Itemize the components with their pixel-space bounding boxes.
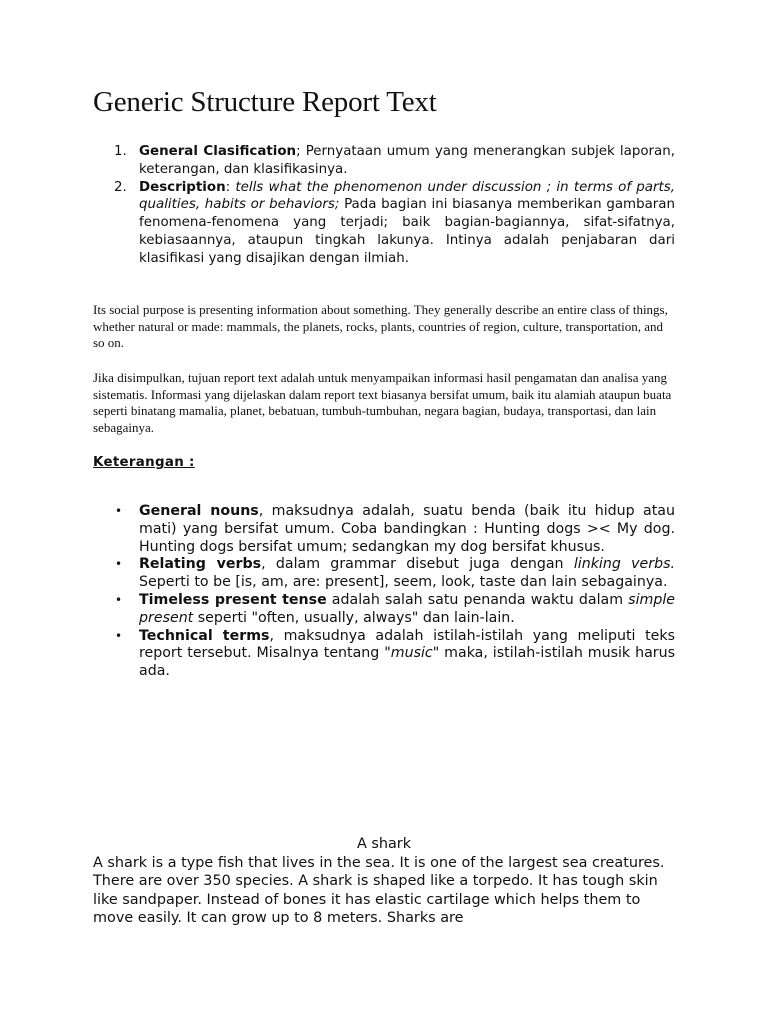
list-number: 2. <box>114 179 127 195</box>
list-item-general-nouns <box>114 503 675 556</box>
term-bold: Technical terms <box>139 627 270 644</box>
page-title: Generic Structure Report Text <box>93 86 437 118</box>
keterangan-list <box>114 503 675 681</box>
social-purpose-paragraph: Its social purpose is presenting information about something. They generally describe an entire class of things, whether natural or made: mammals, the planets, rocks, plants, countries of region, culture, transportation, and so on. <box>93 302 668 351</box>
list-item-relating-verbs <box>114 556 675 592</box>
term-text: , maksudnya adalah, suatu benda (baik itu hidup atau mati) yang bersifat umum. Coba bandingkan : Hunting dogs >< My dog. Hunting dogs bersifat umum; sedangkan my dog bersifat khusus. <box>139 503 675 555</box>
term-description-text: Pada bagian ini biasanya memberikan gambaran fenomena-fenomena yang terjadi; baik bagian-bagiannya, sifat-sifatnya, kebiasaannya, ataupun tingkah lakunya. Intinya adalah penjabaran dari klasifikasi yang disajikan dengan ilmiah. <box>139 197 675 266</box>
term-text: , dalam grammar disebut juga dengan <box>261 556 574 573</box>
list-item-general-clasification <box>114 143 675 179</box>
term-text: , maksudnya adalah istilah-istilah yang meliputi teks report tersebut. Misalnya tentang <box>139 627 675 662</box>
term-italic-text: tells what the phenomenon under discussion ; in terms of parts, qualities, habits or behaviors; <box>139 179 675 213</box>
shark-heading: A shark <box>356 836 412 852</box>
list-item-technical-terms <box>114 628 675 681</box>
term-text: adalah salah satu penanda waktu dalam <box>326 591 629 608</box>
term-bold: Relating verbs <box>139 556 262 573</box>
list-number: 1. <box>114 144 127 159</box>
term-text: Seperti to be [is, am, are: present], seem, look, taste dan lain sebagainya. <box>139 574 668 591</box>
bullet-icon: • <box>115 504 123 518</box>
term-bold: General nouns <box>139 503 259 519</box>
term-general-clasification: General Clasification <box>139 144 297 159</box>
bullet-icon: • <box>115 628 123 643</box>
term-bold: Timeless present tense <box>139 591 327 608</box>
term-text: seperti "often, usually, always" dan lain-lain. <box>193 609 515 626</box>
term-description: Description <box>139 179 226 195</box>
bullet-icon: • <box>115 592 123 607</box>
term-italic: "music" <box>384 645 440 662</box>
shark-paragraph: A shark is a type fish that lives in the sea. It is one of the largest sea creatures. There are over 350 species. A shark is shaped like a torpedo. It has tough skin like sandpaper. Instead of bones it has elastic cartilage which helps them to move easily. It can grow up to 8 meters. Sharks are <box>93 855 665 927</box>
term-italic: simple present <box>139 591 676 626</box>
term-italic: linking verbs. <box>573 556 676 573</box>
structure-list <box>114 143 675 268</box>
list-item-timeless-present-tense <box>114 592 675 628</box>
bullet-icon: • <box>115 557 123 572</box>
term-description-text: ; Pernyataan umum yang menerangkan subjek laporan, keterangan, dan klasifikasinya. <box>139 144 675 177</box>
list-item-description <box>114 179 675 268</box>
conclusion-paragraph: Jika disimpulkan, tujuan report text adalah untuk menyampaikan informasi hasil pengamatan dan analisa yang sistematis. Informasi yang dijelaskan dalam report text biasanya bersifat umum, baik itu alamiah ataupun buata seperti binatang mamalia, planet, bebatuan, tumbuh-tumbuhan, negara bagian, budaya, transportasi, dan lain sebagainya. <box>93 370 672 435</box>
term-text: maka, istilah-istilah musik harus ada. <box>139 645 675 680</box>
term-colon: : <box>225 179 236 195</box>
keterangan-heading: Keterangan : <box>93 455 195 470</box>
